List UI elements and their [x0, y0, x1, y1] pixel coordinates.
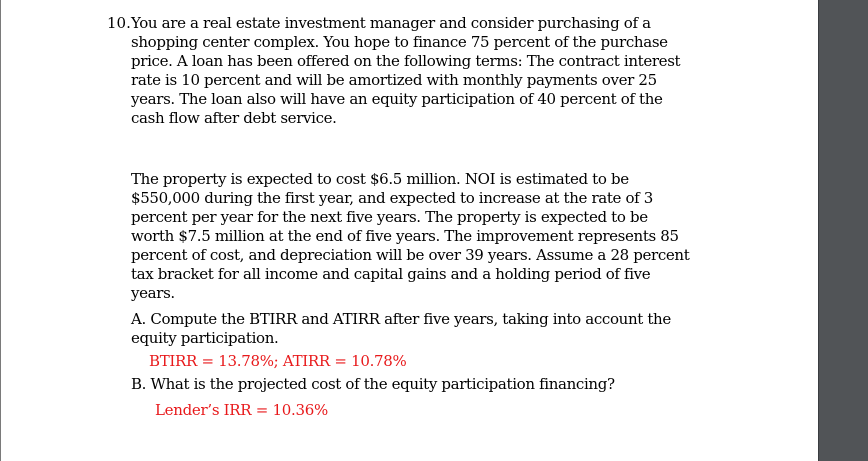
question-paragraph-2: The property is expected to cost $6.5 million. NOI is estimated to be $550,000 during the first year, and expected to increase at the rate of 3 percent per year for the next five years. The property is expected to be worth $7.5 million at the end of five years. The improvement represents 85 percent of cost, and depreciation will be over 39 years. Assume a 28 percent tax bracket for all income and capital gains and a holding period of five years.: [131, 170, 690, 302]
part-a-question: A. Compute the BTIRR and ATIRR after five years, taking into account the equity participation.: [131, 310, 671, 347]
part-a-answer: BTIRR = 13.78%; ATIRR = 10.78%: [149, 352, 407, 370]
part-b-question: B. What is the projected cost of the equity participation financing?: [131, 375, 615, 393]
part-b-answer: Lender’s IRR = 10.36%: [155, 401, 328, 419]
question-number: 10.: [107, 14, 131, 32]
viewer-side-panel: [818, 0, 868, 461]
question-paragraph-1: You are a real estate investment manager and consider purchasing of a shopping center complex. You hope to finance 75 percent of the purchase price. A loan has been offered on the following terms: The contract interest rate is 10 percent and will be amortized with monthly payments over 25 years. The loan also will have an equity participation of 40 percent of the cash flow after debt service.: [131, 14, 681, 127]
